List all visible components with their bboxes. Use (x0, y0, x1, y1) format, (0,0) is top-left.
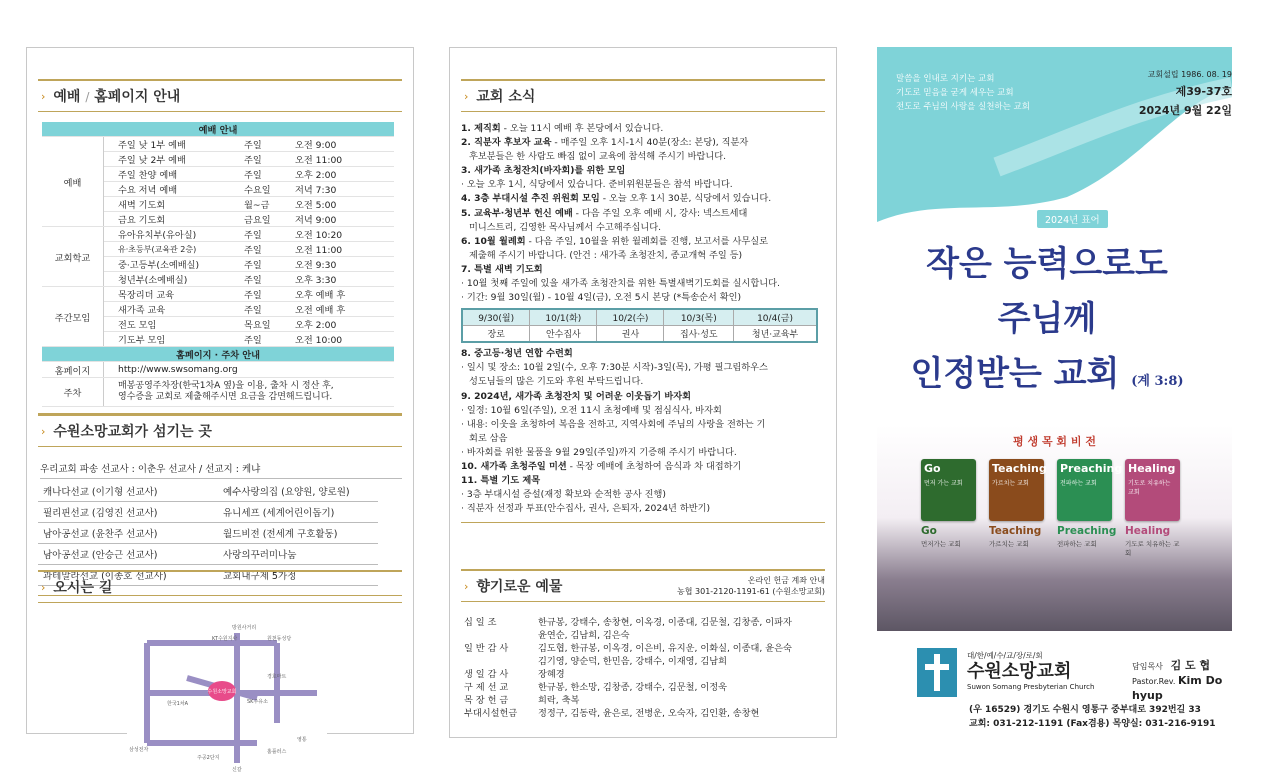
service-day: 수요일 (241, 182, 292, 197)
offering-row (461, 681, 795, 694)
news-num: 11. (461, 475, 481, 487)
service-name: 중·고등부(소예배실) (104, 257, 242, 272)
offering-heading (461, 569, 825, 602)
dawn-group: 청년·교육부 (734, 326, 817, 343)
service-name: 새벽 기도회 (104, 197, 242, 212)
news-title: 제직회 (474, 123, 501, 134)
vision-ko: 기도로 치유하는 교회 (1125, 540, 1180, 557)
news-num: · (461, 278, 467, 290)
service-name: 금요 기도회 (104, 212, 242, 227)
church-name: 수원소망교회 (967, 661, 1072, 682)
news-num: 9. (461, 390, 475, 402)
news-text: - 목장 예배에 초청하여 음식과 차 대접하기 (566, 460, 742, 472)
news-text: 내용: 이웃을 초청하여 복음을 전하고, 지역사회에 주님의 사랑을 전하는 기 (466, 418, 766, 430)
divider (461, 522, 825, 523)
slogan-verse: (계 3:8) (1131, 374, 1184, 389)
service-name: 전도 모임 (104, 317, 242, 332)
service-name: 기도부 모임 (104, 332, 242, 347)
vision-card-ko: 전파하는 교회 (1060, 480, 1097, 487)
news-num: 2. (461, 137, 475, 149)
service-time: 오전 10:00 (292, 332, 394, 347)
news-text: - 오늘 오후 1시 30분, 식당에서 있습니다. (599, 193, 772, 205)
mission-overseas: 캐나다선교 (이기형 선교사) (38, 481, 218, 502)
service-time: 오전 예배 후 (292, 302, 394, 317)
vision-card (921, 459, 976, 521)
news-title: 교회 소식 (476, 89, 536, 105)
vision-card-en: Teaching (992, 462, 1047, 475)
pastor-block (1132, 659, 1232, 704)
offering-names: 정정구, 김동락, 윤은로, 전병운, 오숙자, 김인환, 송창현 (538, 708, 760, 719)
missions-heading (38, 414, 402, 447)
news-item (461, 375, 825, 389)
service-day: 주일 (241, 152, 292, 167)
vision-en: Preaching (1057, 525, 1117, 537)
mission-local: 사랑의꾸러미나눔 (218, 544, 378, 565)
news-num: · (461, 418, 467, 430)
news-title: 10월 월례회 (474, 235, 526, 247)
offering-section (461, 569, 825, 720)
vision-ko: 먼저가는 교회 (921, 540, 961, 548)
missions-intro: 우리교회 파송 선교사 : 이춘우 선교사 / 선교지 : 케냐 (40, 461, 402, 479)
mission-overseas: 남아공선교 (안승근 선교사) (38, 544, 218, 565)
offering-row (461, 642, 795, 655)
news-text: 오늘 오후 1시, 식당에서 있습니다. 준비위원분들은 참석 바랍니다. (466, 179, 733, 191)
news-text: 일시 및 장소: 10월 2일(수, 오후 7:30분 시작)-3일(목), 가평 필그림하우스 (466, 362, 768, 374)
offering-row (461, 668, 795, 681)
news-num: · (461, 362, 467, 374)
news-text: 성도님들의 많은 기도와 후원 부탁드립니다. (469, 376, 644, 388)
homepage-title: 홈페이지 안내 (94, 89, 181, 105)
pastor-name-en: Kim Do hyup (1132, 674, 1223, 702)
directions-heading (38, 570, 402, 603)
news-item (461, 235, 825, 249)
offering-category: 목 장 헌 금 (464, 695, 509, 706)
worship-group: 예배 (42, 137, 104, 227)
news-text: - 오늘 11시 예배 후 본당에서 있습니다. (500, 123, 664, 134)
map-label: SK주유소 (247, 699, 268, 705)
service-name: 주일 낮 1부 예배 (104, 137, 242, 152)
map-label: 신갈 (232, 767, 242, 773)
news-num: · (461, 292, 467, 304)
service-name: 유·초등부(교육관 2층) (104, 242, 242, 257)
news-title: 새가족 초청잔치(바자회)를 위한 모임 (474, 165, 626, 177)
news-num: 5. (461, 207, 475, 219)
vision-en: Healing (1125, 525, 1171, 537)
news-title: 특별 새벽 기도회 (474, 263, 543, 275)
offering-names: 윤연순, 김남희, 김은숙 (538, 630, 630, 641)
news-text: - 다음 주일, 10월을 위한 월례회를 진행, 보고서를 사무실로 (525, 235, 768, 247)
vision-title: 평 생 목 회 비 전 (1013, 435, 1096, 448)
dawn-group: 권사 (597, 326, 664, 343)
arrow-icon: › (41, 424, 46, 438)
news-text: 3층 부대시설 증설(재정 확보와 순적한 공사 진행) (466, 489, 667, 501)
news-num: · (461, 489, 467, 501)
vision-cards (921, 459, 1180, 521)
dawn-day: 10/4(금) (734, 309, 817, 326)
dawn-group: 장로 (462, 326, 530, 343)
mission-local: 유니세프 (세계어린이돕기) (218, 502, 378, 523)
mission-row (38, 502, 378, 523)
vision-image (877, 425, 1232, 631)
news-num: 1. (461, 123, 475, 134)
location-map (127, 623, 327, 773)
news-item (461, 207, 825, 221)
dawn-group: 집사·성도 (664, 326, 734, 343)
year-motto-badge: 2024년 표어 (1037, 210, 1108, 228)
offering-row (461, 694, 795, 707)
news-item (461, 488, 825, 502)
vision-card-ko: 기도로 치유하는 교회 (1128, 480, 1171, 496)
news-item (461, 277, 825, 291)
dawn-day: 10/2(수) (597, 309, 664, 326)
mission-local: 예수사랑의집 (요양원, 양로원) (218, 481, 378, 502)
service-day: 주일 (241, 302, 292, 317)
news-heading (461, 79, 825, 112)
slash: / (85, 90, 90, 104)
service-day: 주일 (241, 167, 292, 182)
news-item (461, 263, 825, 277)
worship-group: 주간모임 (42, 287, 104, 347)
map-label: 한국1차A (167, 701, 189, 707)
service-day: 주일 (241, 272, 292, 287)
offering-table (461, 616, 795, 720)
dawn-group: 안수집사 (530, 326, 597, 343)
panel-middle (449, 47, 837, 738)
slogan-line-3: 인정받는 교회 (910, 354, 1120, 394)
church-label: 수원소망교회 (207, 689, 237, 695)
news-item (461, 347, 825, 361)
vision-ko: 가르치는 교회 (989, 540, 1029, 548)
offering-category (461, 655, 535, 668)
news-num: 8. (461, 348, 475, 360)
news-num: · (461, 446, 467, 458)
homepage-url[interactable]: http://www.swsomang.org (104, 362, 395, 378)
news-section (461, 79, 825, 523)
vision-card-ko: 가르치는 교회 (992, 480, 1029, 487)
news-text: 10월 첫째 주일에 있을 새가족 초청잔치를 위한 특별새벽기도회를 실시합니다. (466, 278, 780, 290)
motto-list (896, 72, 1030, 114)
service-name: 주일 낮 2부 예배 (104, 152, 242, 167)
service-name: 수요 저녁 예배 (104, 182, 242, 197)
service-time: 저녁 9:00 (292, 212, 394, 227)
news-num: 4. (461, 193, 475, 205)
missions-section (38, 414, 402, 596)
vision-en: Teaching (989, 525, 1042, 537)
news-item (461, 150, 825, 164)
dawn-prayer-table (461, 308, 818, 343)
slogan-line-2: 주님께 (997, 299, 1097, 339)
news-item (461, 122, 825, 136)
worship-title: 예배 (53, 89, 81, 105)
news-text: 일정: 10월 6일(주일), 오전 11시 초청예배 및 점심식사, 바자회 (466, 404, 722, 416)
news-item (461, 136, 825, 150)
vision-ko-labels (921, 539, 1181, 557)
vision-card (989, 459, 1047, 521)
news-item (461, 404, 825, 418)
parking-text-2: 영수증을 교회로 제출해주시면 요금을 감면해드립니다. (118, 392, 333, 402)
service-name: 유아유치부(유아실) (104, 227, 242, 242)
vision-en-labels (921, 525, 1181, 537)
news-num: · (461, 179, 467, 191)
mission-row (38, 481, 378, 502)
offering-row (461, 616, 795, 629)
vision-card-en: Healing (1128, 462, 1176, 475)
founded-date: 교회설립 1986. 08. 19 (1147, 70, 1232, 79)
service-day: 목요일 (241, 317, 292, 332)
news-item (461, 178, 825, 192)
map-label: KT수원지사 (212, 636, 238, 642)
offering-row (461, 655, 795, 668)
news-item (461, 361, 825, 375)
offering-category: 십 일 조 (464, 617, 497, 628)
news-text: 후보분들은 한 사람도 빠짐 없이 교육에 참석해 주시기 바랍니다. (469, 151, 727, 163)
news-title: 직분자 후보자 교육 (474, 137, 552, 149)
vision-card (1125, 459, 1180, 521)
service-name: 새가족 교육 (104, 302, 242, 317)
offering-names: 김기영, 양순덕, 한민음, 강태수, 이재영, 김남희 (538, 656, 727, 667)
offering-category: 생 일 감 사 (464, 669, 509, 680)
denomination: 대/한/예/수/교/장/로/회 (967, 651, 1043, 660)
issue-date: 2024년 9월 22일 (1138, 104, 1232, 117)
news-title: 교육부·청년부 헌신 예배 (474, 207, 573, 219)
service-time: 오후 예배 후 (292, 287, 394, 302)
pastor-label: 담임목사 (1132, 662, 1163, 671)
news-item (461, 474, 825, 488)
worship-row (42, 227, 394, 242)
service-time: 오전 9:00 (292, 137, 394, 152)
news-item (461, 460, 825, 474)
directions-title: 오시는 길 (53, 580, 113, 596)
pastor-en-label: Pastor.Rev. (1132, 677, 1176, 686)
news-num: · (461, 404, 467, 416)
online-account: 농협 301-2120-1191-61 (수원소망교회) (677, 587, 825, 596)
contact-block (969, 703, 1216, 731)
news-item (461, 390, 825, 404)
service-name: 목장리더 교육 (104, 287, 242, 302)
news-item (461, 221, 825, 235)
news-title: 특별 기도 제목 (480, 475, 541, 487)
service-time: 오후 3:30 (292, 272, 394, 287)
offering-row (461, 707, 795, 720)
worship-group: 교회학교 (42, 227, 104, 287)
news-title: 3층 부대시설 추진 위원회 모임 (474, 193, 600, 205)
news-num: 10. (461, 460, 481, 472)
homepage-table (42, 347, 394, 407)
panel-cover (877, 47, 1232, 740)
service-time: 오전 10:20 (292, 227, 394, 242)
map-label: 주공2단지 (197, 755, 220, 761)
news-item (461, 249, 825, 263)
mission-local: 교회내구제 5가정 (218, 565, 378, 586)
service-day: 금요일 (241, 212, 292, 227)
service-day: 주일 (241, 242, 292, 257)
news-item (461, 192, 825, 206)
directions-section (38, 570, 402, 603)
news-title: 새가족 초청주일 미션 (480, 460, 567, 472)
map-label: 방원사거리 (232, 625, 257, 631)
service-day: 주일 (241, 287, 292, 302)
service-day: 주일 (241, 227, 292, 242)
service-day: 주일 (241, 137, 292, 152)
mission-row (38, 544, 378, 565)
news-list-2 (461, 347, 825, 516)
news-item (461, 502, 825, 516)
offering-names: 장혜경 (538, 669, 565, 680)
news-item (461, 446, 825, 460)
map-label: 홈플러스 (267, 749, 287, 755)
motto-1: 말씀을 인내로 지키는 교회 (896, 74, 995, 84)
dawn-day: 9/30(월) (462, 309, 530, 326)
offering-names: 김도협, 한규봉, 이옥경, 이은비, 유지운, 이화실, 이종대, 윤은숙 (538, 643, 792, 654)
mission-overseas: 남아공선교 (윤찬주 선교사) (38, 523, 218, 544)
news-title: 2024년, 새가족 초청잔치 및 어려운 이웃돕기 바자회 (474, 390, 691, 402)
issue-number: 제39-37호 (1175, 85, 1232, 98)
homepage-label: 홈페이지 (42, 362, 104, 378)
offering-category (461, 629, 535, 642)
worship-section (38, 79, 402, 414)
motto-2: 기도로 믿음을 굳게 세우는 교회 (896, 88, 1014, 98)
phone: 교회: 031-212-1191 (Fax겸용) 목양실: 031-216-9191 (969, 719, 1216, 729)
mission-overseas: 필리핀선교 (김영진 선교사) (38, 502, 218, 523)
news-num: 3. (461, 165, 475, 177)
homepage-table-title: 홈페이지 · 주차 안내 (42, 347, 394, 362)
address: (우 16529) 경기도 수원시 영통구 중부대로 392번길 33 (969, 705, 1201, 715)
map-label: 경호마트 (267, 674, 287, 680)
news-item (461, 291, 825, 305)
missions-title: 수원소망교회가 섬기는 곳 (53, 424, 212, 440)
issue-info (1139, 69, 1232, 118)
online-title: 온라인 헌금 계좌 안내 (747, 576, 825, 585)
service-time: 저녁 7:30 (292, 182, 394, 197)
vision-card-ko: 먼저 가는 교회 (924, 480, 963, 487)
vision-card (1057, 459, 1123, 521)
offering-category: 구 제 선 교 (464, 682, 509, 693)
pastor-name: 김 도 협 (1170, 659, 1211, 672)
vision-card-en: Go (924, 462, 941, 475)
offering-row (461, 629, 795, 642)
news-text: 회로 삼음 (469, 432, 508, 444)
news-title: 중고등·청년 연합 수련회 (474, 348, 573, 360)
service-day: 월~금 (241, 197, 292, 212)
news-text: 직분자 선정과 투표(안수집사, 권사, 은퇴자, 2024년 하반기) (466, 503, 711, 515)
service-name: 주일 찬양 예배 (104, 167, 242, 182)
service-time: 오후 2:00 (292, 317, 394, 332)
dawn-day: 10/3(목) (664, 309, 734, 326)
news-text: 바자회를 위한 물품을 9월 29일(주일)까지 기증해 주시기 바랍니다. (466, 446, 737, 458)
offering-category: 일 반 감 사 (464, 643, 509, 654)
motto-3: 전도로 주님의 사랑을 실천하는 교회 (896, 102, 1030, 112)
arrow-icon: › (41, 580, 46, 594)
news-num: 6. (461, 235, 475, 247)
arrow-icon: › (41, 89, 46, 103)
parking-text-1: 매봉공영주차장(한국1차A 옆)을 이용, 출차 시 정산 후, (118, 381, 334, 391)
map-label: 원천동성당 (267, 636, 292, 642)
service-time: 오후 2:00 (292, 167, 394, 182)
news-item (461, 418, 825, 432)
dawn-days (462, 309, 817, 326)
mission-overseas: 과테말라선교 (이종호 선교사) (38, 565, 218, 586)
vision-en: Go (921, 525, 937, 537)
slogan-line-1: 작은 능력으로도 (926, 244, 1168, 284)
worship-table (42, 122, 394, 347)
news-text: - 매주일 오후 1시-1시 40분(장소: 본당), 직분자 (551, 137, 749, 149)
arrow-icon: › (464, 89, 469, 103)
worship-row (42, 137, 394, 152)
offering-title: 향기로운 예물 (476, 579, 563, 595)
offering-names: 희락, 축복 (538, 695, 580, 706)
news-item (461, 164, 825, 178)
news-num: 7. (461, 263, 475, 275)
vision-ko: 전파하는 교회 (1057, 540, 1097, 548)
offering-category: 부대시설헌금 (464, 708, 518, 719)
news-list (461, 122, 825, 305)
news-num: · (461, 503, 467, 515)
church-logo (917, 648, 957, 697)
service-day: 주일 (241, 332, 292, 347)
offering-names: 한규봉, 강태수, 송창현, 이옥경, 이종대, 김문철, 김창종, 이파자 (538, 617, 792, 628)
dawn-groups (462, 326, 817, 343)
service-time: 오전 5:00 (292, 197, 394, 212)
service-time: 오전 9:30 (292, 257, 394, 272)
slogan (877, 237, 1217, 409)
service-time: 오전 11:00 (292, 152, 394, 167)
church-name-en: Suwon Somang Presbyterian Church (967, 683, 1095, 691)
map-label: 영통 (297, 737, 307, 743)
news-item (461, 432, 825, 446)
arrow-icon: › (464, 579, 469, 593)
news-text: 제출해 주시기 바랍니다. (안건 : 새가족 초청잔치, 종교개혁 주일 등) (469, 249, 743, 261)
mission-local: 월드비전 (전세계 구호활동) (218, 523, 378, 544)
service-day: 주일 (241, 257, 292, 272)
news-text: 기간: 9월 30일(월) - 10월 4일(금), 오전 5시 본당 (*특송순서 확인) (466, 292, 742, 304)
mission-row (38, 523, 378, 544)
parking-label: 주차 (42, 378, 104, 407)
news-text: - 다음 주일 오후 예배 시, 강사: 넥스트세대 (572, 207, 748, 219)
worship-table-title: 예배 안내 (42, 122, 394, 137)
dawn-day: 10/1(화) (530, 309, 597, 326)
service-name: 청년부(소예배실) (104, 272, 242, 287)
service-time: 오전 11:00 (292, 242, 394, 257)
worship-row (42, 287, 394, 302)
map-label: 삼성전자 (129, 747, 149, 753)
offering-names: 한규봉, 한소망, 김창종, 강태수, 김문철, 이정욱 (538, 682, 727, 693)
church-name-block (967, 650, 1094, 691)
news-text: 미니스트리, 김영한 목사님께서 수고해주십니다. (469, 221, 662, 233)
worship-heading (38, 79, 402, 112)
panel-left (26, 47, 414, 773)
vision-card-en: Preaching (1060, 462, 1123, 475)
